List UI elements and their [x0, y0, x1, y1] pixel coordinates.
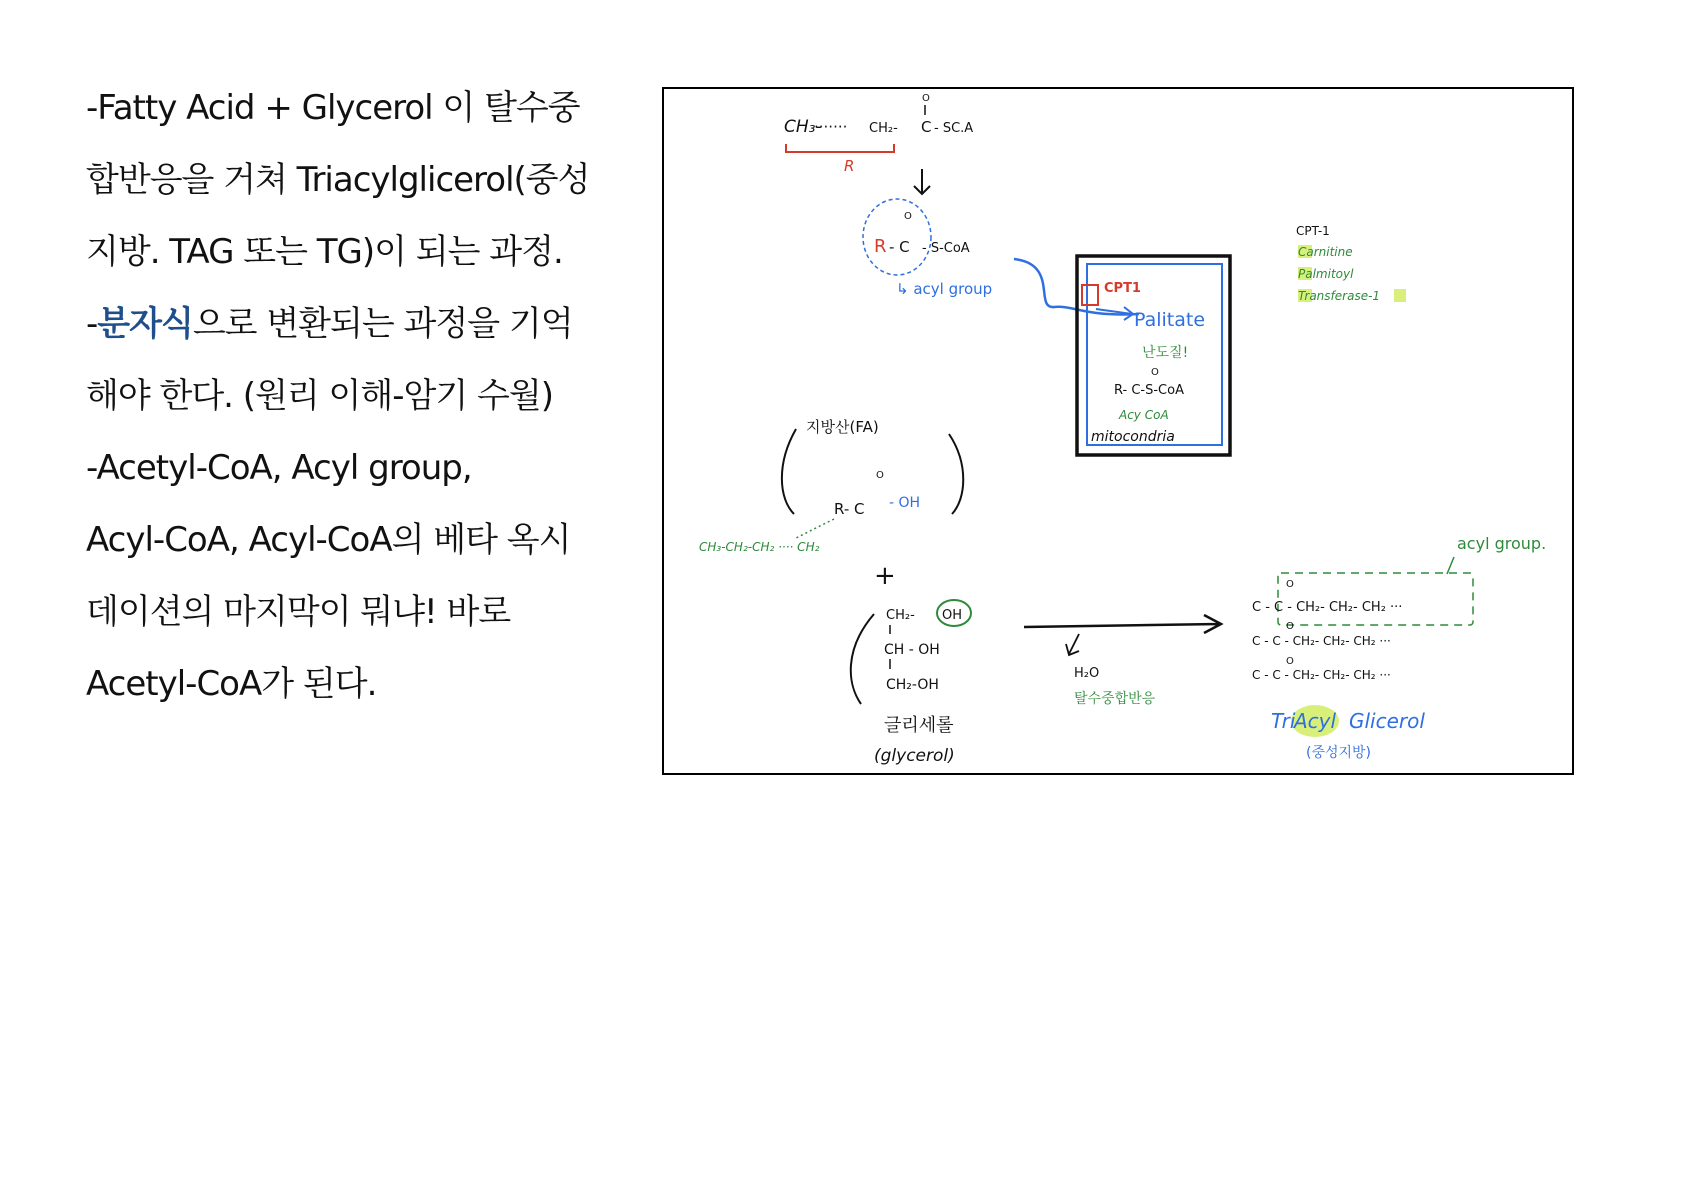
mitochondria-box	[1077, 256, 1230, 455]
tag-oxygen-3: O	[1286, 656, 1294, 667]
cpt-note	[1296, 224, 1406, 303]
cpt1-label: CPT1	[1104, 281, 1141, 296]
tag-name-acyl: Acyl	[1294, 709, 1337, 733]
glycerol-name-kr: 글리세롤	[884, 715, 954, 736]
acyl-formula	[863, 199, 992, 298]
glycerol-row2: CH - OH	[884, 642, 940, 658]
r-bracket	[786, 144, 894, 152]
line4-rest: 으로 변환되는 과정을 기억	[192, 304, 573, 344]
tag-oxygen-1: O	[1286, 579, 1294, 590]
tag-name-glicerol: Glicerol	[1349, 709, 1425, 733]
tag-row-1: C - C - CH₂- CH₂- CH₂ ···	[1252, 600, 1403, 615]
reaction-label: 탈수중합반응	[1074, 691, 1156, 707]
tag-row-2: C - C - CH₂- CH₂- CH₂ ···	[1252, 634, 1391, 648]
glycerol-paren	[851, 614, 874, 704]
tag-acyl-label: acyl group.	[1457, 534, 1547, 553]
top-dots: ·······	[814, 118, 848, 136]
acyl-dashed-box	[1278, 573, 1473, 625]
fa-formula: R- C	[834, 500, 865, 518]
handwritten-diagram	[662, 87, 1574, 775]
glycerol-row3: CH₂-OH	[886, 677, 939, 693]
top-carbon: C	[921, 118, 932, 136]
explanation-paragraph	[86, 72, 646, 720]
cpt-note-2: Carnitine	[1298, 245, 1353, 259]
mito-note: 난도질!	[1142, 345, 1189, 361]
top-ch2: CH₂-	[869, 121, 898, 136]
fa-title: 지방산(FA)	[806, 418, 879, 436]
tag-oxygen-2: O	[1286, 621, 1294, 632]
paragraph-line-4	[86, 288, 646, 360]
diagram-canvas	[664, 89, 1572, 773]
paragraph-line-7: Acyl-CoA, Acyl-CoA의 베타 옥시	[86, 520, 571, 560]
acyl-r: R	[874, 236, 887, 257]
fa-left-paren	[782, 429, 796, 514]
paragraph-line-3: 지방. TAG 또는 TG)이 되는 과정.	[86, 232, 563, 272]
top-oxygen: O	[922, 93, 930, 104]
water-arrow-icon	[1066, 634, 1079, 655]
cpt1-marker	[1082, 285, 1098, 305]
fa-oxygen: O	[876, 470, 884, 481]
cpt-note-4: Transferase-1	[1298, 289, 1381, 303]
acyl-group-label: ↳ acyl group	[896, 280, 993, 298]
reaction	[1024, 615, 1221, 707]
paragraph-line-9: Acetyl-CoA가 된다.	[86, 664, 377, 704]
acyl-carbon: - C	[889, 238, 910, 256]
paragraph-line-1: -Fatty Acid + Glycerol 이 탈수중	[86, 88, 580, 128]
line4-prefix: -	[86, 304, 98, 344]
acyl-oxygen: O	[904, 211, 912, 222]
paragraph-line-2: 합반응을 거쳐 Triacylglicerol(중성	[86, 160, 590, 200]
tag-row-3: C - C - CH₂- CH₂- CH₂ ···	[1252, 668, 1391, 682]
glycerol-oh1: OH	[942, 608, 963, 623]
reaction-arrow-icon	[1024, 615, 1221, 633]
fa-right-paren	[949, 434, 963, 514]
acyl-scoa: - S-CoA	[922, 241, 970, 256]
glycerol	[851, 600, 971, 766]
tag-acyl-pointer	[1447, 557, 1454, 574]
fatty-acid	[699, 418, 963, 554]
paragraph-line-6: -Acetyl-CoA, Acyl group,	[86, 448, 472, 488]
top-formula	[784, 93, 973, 175]
fa-oh: - OH	[889, 495, 921, 511]
glycerol-row1: CH₂-	[886, 608, 915, 623]
palitate-label: Palitate	[1134, 309, 1206, 331]
fa-chain: CH₃-CH₂-CH₂ ···· CH₂	[699, 540, 820, 554]
mito-oxygen: O	[1151, 367, 1159, 378]
paragraph-line-5: 해야 한다. (원리 이해-암기 수월)	[86, 376, 553, 416]
mito-formula: R- C-S-CoA	[1114, 383, 1184, 398]
top-ch3: CH₃-	[784, 117, 822, 137]
glycerol-name-en: (glycerol)	[874, 746, 955, 766]
tag-name-tri: Tri	[1271, 709, 1296, 733]
cpt-note-3: Palmitoyl	[1298, 267, 1354, 281]
triacylglycerol	[1252, 534, 1546, 761]
top-scoa: - SC.A	[934, 121, 974, 136]
water-label: H₂O	[1074, 666, 1100, 681]
fa-dotted-link	[794, 519, 834, 539]
mitocondria-label: mitocondria	[1091, 429, 1175, 445]
tag-name-kr: (중성지방)	[1306, 745, 1372, 761]
plus-sign: +	[874, 561, 896, 591]
r-label: R	[844, 157, 855, 175]
cpt-note-1: CPT-1	[1296, 224, 1330, 238]
emphasis-molecular-formula: 분자식	[97, 304, 193, 344]
highlight-1	[1394, 289, 1406, 302]
paragraph-line-8: 데이션의 마지막이 뭐냐! 바로	[86, 592, 511, 632]
acy-coa-label: Acy CoA	[1119, 408, 1169, 422]
down-arrow-icon	[914, 169, 930, 194]
